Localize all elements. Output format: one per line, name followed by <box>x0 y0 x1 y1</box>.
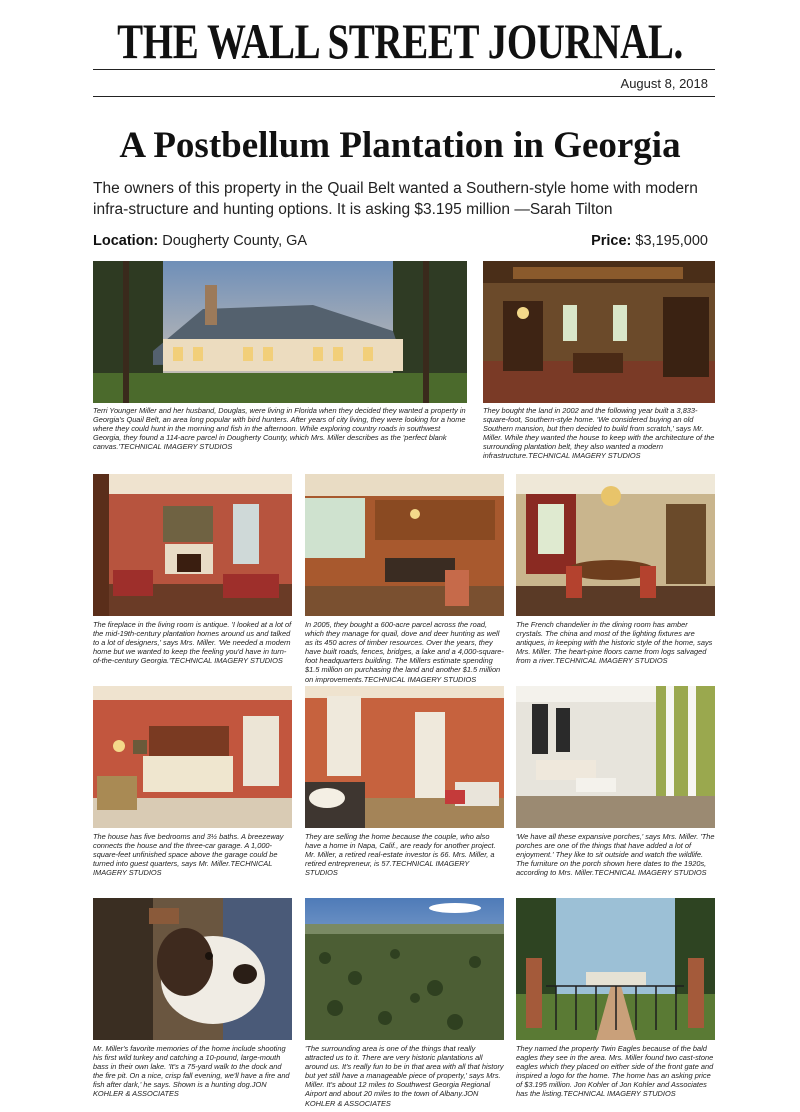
photo-front-gate <box>516 898 715 1040</box>
price-value: $3,195,000 <box>635 233 708 249</box>
photo-house-exterior <box>93 261 467 403</box>
article-headline: A Postbellum Plantation in Georgia <box>119 125 681 166</box>
location-label: Location: <box>93 233 159 249</box>
caption-6: The house has five bedrooms and 3½ baths. A breezeway connects the house and the three-car garage. A 1,000-square-feet unfinished space above the garage could be turned into guest quarters, says Mr. Miller.TECHNICAL IMAGERY STUDIOS <box>93 832 284 878</box>
photo-kitchen <box>305 474 504 616</box>
caption-8: 'We have all these expansive porches,' says Mrs. Miller. 'The porches are one of the things that have added a lot of enjoyment.' They like to sit outside and watch the wildlife. The furniture on the porch shown here dates to the 1920s, according to Mrs. Miller.TECHNICAL IMAGERY STUDIOS <box>516 832 715 878</box>
photo-living-room-library <box>483 261 715 403</box>
caption-5: The French chandelier in the dining room has amber crystals. The china and most of the lighting fixtures are antiques, in keeping with the historic style of the home, says Mrs. Miller. The heart-pine floors came from logs salvaged from a river.TECHNICAL IMAGERY STUDIOS <box>516 620 713 666</box>
caption-10: 'The surrounding area is one of the things that really attracted us to it. There are very historic plantations all around us. It's really fun to be in that area with all that history but yet still have a manageable piece of property,' says Mrs. Miller. It's about 12 miles to Southwest Georgia Regional Airport and about 20 miles to the town of Albany.JON KOHLER & ASSOCIATES <box>305 1044 504 1108</box>
caption-11: They named the property Twin Eagles because of the bald eagles they see in the area. Mrs. Miller found two cast-stone eagles which they placed on either side of the front gate and inspired a logo for the home. The home has an asking price of $3.195 million. Jon Kohler of Jon Kohler and Associates has the listing.TECHNICAL IMAGERY STUDIOS <box>516 1044 714 1099</box>
photo-porch <box>516 686 715 828</box>
price-line <box>591 233 708 249</box>
price-label: Price: <box>591 233 632 249</box>
publication-date: August 8, 2018 <box>620 76 708 91</box>
caption-7: They are selling the home because the couple, who also have a home in Napa, Calif., are ready for another project. Mr. Miller, a retired real-estate investor is 66. Mrs. Miller, a retired entrepreneur, is 57.TECHNICAL IMAGERY STUDIOS <box>305 832 496 878</box>
location-value: Dougherty County, GA <box>162 233 308 249</box>
photo-dining-room <box>516 474 715 616</box>
caption-3: The fireplace in the living room is antique. 'I looked at a lot of the mid-19th-century plantation homes around us and talked to a lot of designers,' says Mrs. Miller. 'We needed a modern home but we wanted to keep the feeling you'd have in turn-of-the-century Georgia.'TECHNICAL IMAGERY STUDIOS <box>93 620 292 666</box>
photo-bathroom <box>305 686 504 828</box>
photo-aerial-forest <box>305 898 504 1040</box>
photo-hunting-dog <box>93 898 292 1040</box>
caption-9: Mr. Miller's favorite memories of the home include shooting his first wild turkey and catching a 10-pound, large-mouth bass in their own lake. 'It's a 75-yard walk to the dock and the fire pit. On a nice, crisp fall evening, we'll have a fire and fish after dark,' he says. Shown is a hunting dog.JON KOHLER & ASSOCIATES <box>93 1044 290 1099</box>
date-rule <box>93 96 715 97</box>
photo-living-room-fireplace <box>93 474 292 616</box>
article-dek: The owners of this property in the Quail Belt wanted a Southern-style home with modern infra-structure and hunting options. It is asking $3.195 million —Sarah Tilton <box>93 180 698 218</box>
caption-2: They bought the land in 2002 and the following year built a 3,833-square-foot, Southern-style home. 'We considered buying an old Southern mansion, but then decided to build from scratch,' says Mr. Miller. While they wanted the house to keep with the architecture of the surrounding plantation belt, they also wanted a modern infrastructure.TECHNICAL IMAGERY STUDIOS <box>483 406 715 461</box>
masthead-logo: THE WALL STREET JOURNAL. <box>117 13 683 69</box>
photo-bedroom <box>93 686 292 828</box>
masthead-rule <box>93 69 715 70</box>
location-line <box>93 233 307 249</box>
caption-1: Terri Younger Miller and her husband, Douglas, were living in Florida when they decided they wanted a property in Georgia's Quail Belt, an area long popular with bird hunters. After years of city living, they were looking for a home where they could hunt in the morning and fish in the afternoon. While exploring country roads in southwest Georgia, they found a 114-acre parcel in Dougherty County, which Mrs. Miller describes as the 'perfect blank canvas.'TECHNICAL IMAGERY STUDIOS <box>93 406 466 452</box>
caption-4: In 2005, they bought a 600-acre parcel across the road, which they manage for quail, dove and deer hunting as well as its 450 acres of timber resources. Over the years, they have built roads, fences, bridges, a lake and a 4,000-square-foot headquarters building. The Millers estimate spending $1.5 million on purchasing the land and another $1.5 million on improvements.TECHNICAL IMAGERY STUDIOS <box>305 620 504 684</box>
